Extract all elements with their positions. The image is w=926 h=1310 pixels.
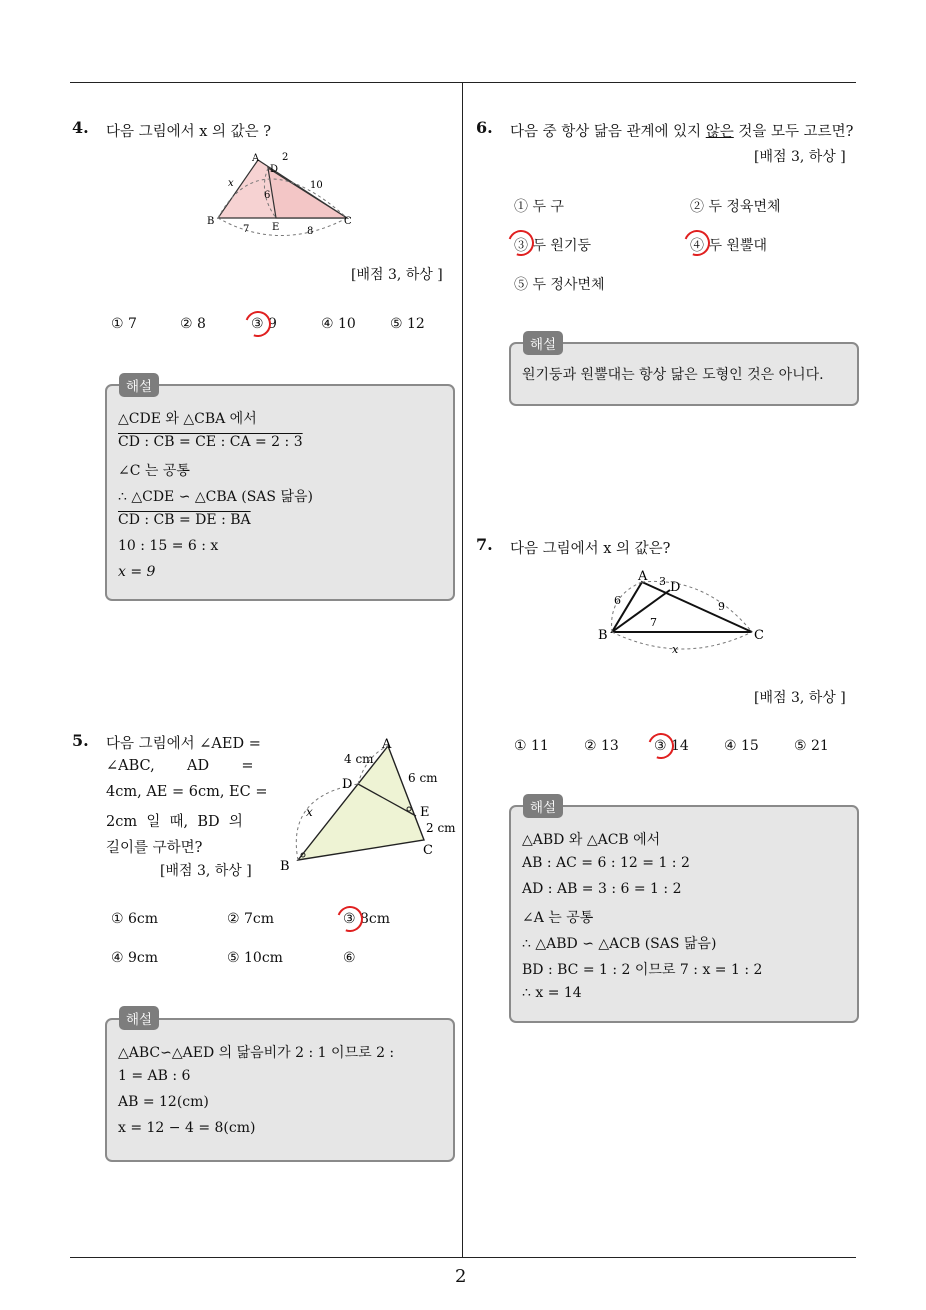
q7-option-3[interactable]: ③ 14: [654, 738, 689, 754]
q4-label-8: 8: [307, 226, 314, 237]
q5-number: 5.: [72, 731, 89, 750]
q5-label-6cm: 6 cm: [408, 771, 438, 785]
q6-option-2[interactable]: ② 두 정육면체: [690, 199, 781, 215]
q5-text-line-5: 길이를 구하면?: [106, 840, 203, 856]
q5-sol-line-2: 1 = AB : 6: [118, 1068, 191, 1084]
q6-option-4[interactable]: ④ 두 원뿔대: [690, 238, 767, 254]
q5-label-c: C: [423, 843, 433, 858]
q4-text: 다음 그림에서 x 의 값은 ?: [106, 124, 272, 140]
q6-text-b: 것을 모두 고르면?: [733, 124, 854, 140]
q6-option-3[interactable]: ③ 두 원기둥: [514, 238, 591, 254]
q6-answer-mark-4: [680, 226, 715, 261]
q4-sol-line-2: CD : CB = CE : CA = 2 : 3: [118, 434, 303, 450]
q5-answer-mark: [333, 902, 368, 937]
q5-option-1[interactable]: ① 6cm: [111, 911, 159, 927]
q5-text-line-3: 4cm, AE = 6cm, EC =: [106, 784, 268, 800]
q7-figure: [596, 566, 772, 656]
q5-label-2cm: 2 cm: [426, 821, 456, 835]
q5-option-2[interactable]: ② 7cm: [227, 911, 275, 927]
q7-label-c: C: [754, 628, 764, 643]
column-divider: [462, 82, 463, 1257]
q7-label-3: 3: [659, 575, 666, 588]
q4-label-6: 6: [264, 190, 271, 201]
q4-label-e: E: [272, 222, 280, 233]
q5-label-d: D: [342, 777, 353, 792]
q5-solution-tag: 해설: [119, 1006, 159, 1030]
q4-sol-line-1: △CDE 와 △CBA 에서: [118, 411, 257, 427]
q4-label-d: D: [270, 164, 279, 175]
q4-label-7: 7: [243, 224, 250, 235]
q5-solution-box: [105, 1018, 455, 1162]
q5-label-a: A: [382, 737, 392, 752]
q7-label-d: D: [670, 580, 681, 595]
q5-label-e: E: [420, 805, 430, 820]
q4-option-2[interactable]: ② 8: [180, 316, 206, 332]
q7-sol-line-6: BD : BC = 1 : 2 이므로 7 : x = 1 : 2: [522, 962, 763, 978]
q7-arc-bottom: [612, 632, 752, 649]
q5-text-line-2: ∠ABC, AD =: [106, 758, 254, 774]
q5-option-6[interactable]: ⑥: [343, 950, 356, 966]
q7-sol-line-1: △ABD 와 △ACB 에서: [522, 832, 661, 848]
top-rule: [70, 82, 856, 83]
q5-sol-line-3: AB = 12(cm): [118, 1094, 209, 1110]
q4-figure: [200, 148, 360, 238]
q4-solution-tag: 해설: [119, 373, 159, 397]
q5-sol-line-1: △ABC∽△AED 의 닮음비가 2 : 1 이므로 2 :: [118, 1045, 395, 1061]
q6-answer-mark-3: [504, 226, 539, 261]
q5-label-4cm: 4 cm: [344, 752, 374, 766]
q7-label-a: A: [638, 569, 648, 584]
q4-sol-line-6: 10 : 15 = 6 : x: [118, 538, 219, 554]
q4-option-4[interactable]: ④ 10: [321, 316, 356, 332]
q4-label-10: 10: [310, 180, 323, 191]
bottom-rule: [70, 1257, 856, 1258]
q6-option-1[interactable]: ① 두 구: [514, 199, 564, 215]
q6-score: [배점 3, 하상 ]: [754, 149, 846, 165]
q4-label-2: 2: [282, 152, 289, 163]
q5-sol-line-4: x = 12 − 4 = 8(cm): [118, 1120, 256, 1136]
q5-option-3[interactable]: ③ 8cm: [343, 911, 391, 927]
q4-arc-bottom: [218, 218, 347, 236]
q5-option-5[interactable]: ⑤ 10cm: [227, 950, 283, 966]
q7-sol-line-7: ∴ x = 14: [522, 985, 582, 1001]
q4-triangle-cde: [268, 168, 347, 218]
q4-sol-line-4: ∴ △CDE ∽ △CBA (SAS 닮음): [118, 489, 313, 505]
q7-number: 7.: [476, 535, 493, 554]
q4-answer-mark: [241, 307, 276, 342]
q7-sol-line-5: ∴ △ABD ∽ △ACB (SAS 닮음): [522, 936, 717, 952]
q7-option-5[interactable]: ⑤ 21: [794, 738, 829, 754]
q4-number: 4.: [72, 118, 89, 137]
q7-option-4[interactable]: ④ 15: [724, 738, 759, 754]
q4-label-x: x: [228, 178, 234, 189]
q4-label-c: C: [344, 216, 352, 227]
q6-text-a: 다음 중 항상 닮음 관계에 있지: [510, 124, 706, 140]
q4-sol-line-5: CD : CB = DE : BA: [118, 512, 251, 528]
q7-label-6: 6: [614, 594, 621, 607]
q7-solution-tag: 해설: [523, 794, 563, 818]
page-number: 2: [455, 1266, 467, 1287]
q7-score: [배점 3, 하상 ]: [754, 690, 846, 706]
q7-sol-line-4: ∠A 는 공통: [522, 910, 594, 926]
q7-answer-mark: [644, 729, 679, 764]
q4-option-5[interactable]: ⑤ 12: [390, 316, 425, 332]
q6-solution-tag: 해설: [523, 331, 563, 355]
q7-option-1[interactable]: ① 11: [514, 738, 549, 754]
q7-label-9: 9: [718, 600, 725, 613]
q6-sol-line-1: 원기둥과 원뿔대는 항상 닮은 도형인 것은 아니다.: [522, 367, 824, 383]
q6-text: [510, 120, 853, 141]
q5-figure: [276, 736, 466, 876]
q4-option-3[interactable]: ③ 9: [251, 316, 277, 332]
q4-score: [배점 3, 하상 ]: [351, 267, 443, 283]
q4-label-b: B: [207, 216, 215, 227]
q4-sol-line-7: x = 9: [118, 564, 156, 580]
q4-label-a: A: [252, 153, 260, 164]
q7-triangle-abc: [612, 582, 752, 632]
q4-option-1[interactable]: ① 7: [111, 316, 137, 332]
q4-sol-line-3: ∠C 는 공통: [118, 463, 190, 479]
q6-text-underlined: 않은: [705, 124, 734, 140]
q5-option-4[interactable]: ④ 9cm: [111, 950, 159, 966]
q7-sol-line-2: AB : AC = 6 : 12 = 1 : 2: [522, 855, 690, 871]
q7-label-x: x: [672, 643, 679, 656]
q5-label-x: x: [306, 805, 313, 819]
q7-label-b: B: [598, 628, 608, 643]
q7-label-7: 7: [650, 616, 657, 629]
q5-label-b: B: [280, 859, 290, 874]
q7-option-2[interactable]: ② 13: [584, 738, 619, 754]
q5-text-line-1: 다음 그림에서 ∠AED =: [106, 736, 261, 752]
q7-sol-line-3: AD : AB = 3 : 6 = 1 : 2: [522, 881, 682, 897]
q6-option-5[interactable]: ⑤ 두 정사면체: [514, 277, 605, 293]
q5-text-line-4: 2cm 일 때, BD 의: [106, 814, 243, 830]
q6-number: 6.: [476, 118, 493, 137]
q7-text: 다음 그림에서 x 의 값은?: [510, 541, 671, 557]
q5-score: [배점 3, 하상 ]: [160, 863, 252, 879]
